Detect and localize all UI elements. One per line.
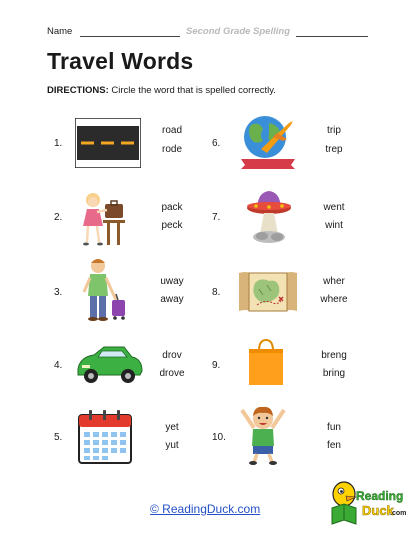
word-choice[interactable]: where (320, 294, 348, 305)
worksheet-subject: Second Grade Spelling (186, 26, 290, 37)
logo-suffix: .com (390, 510, 407, 517)
item-number: 8. (212, 287, 221, 298)
item-number: 10. (212, 432, 226, 443)
word-choice[interactable]: went (323, 202, 345, 213)
word-choice[interactable]: yet (165, 422, 179, 433)
item-number: 3. (54, 287, 63, 298)
word-choice[interactable]: pack (161, 202, 183, 213)
item-number: 6. (212, 138, 221, 149)
green-car-icon (74, 343, 144, 387)
word-choice[interactable]: drov (162, 350, 182, 361)
logo-line2: Duck (362, 503, 394, 518)
flying-saucer-icon (244, 186, 294, 246)
word-choice[interactable]: yut (165, 440, 179, 451)
treasure-map-icon (237, 269, 299, 315)
item-number: 1. (54, 138, 63, 149)
item-number: 7. (212, 212, 221, 223)
word-choice[interactable]: rode (161, 144, 182, 155)
word-choice[interactable]: away (160, 294, 184, 305)
item-number: 4. (54, 360, 63, 371)
word-choice[interactable]: trip (327, 125, 341, 136)
word-choice[interactable]: uway (160, 276, 184, 287)
item-number: 2. (54, 212, 63, 223)
shopping-bag-icon (246, 337, 286, 387)
readingduck-logo (326, 478, 410, 539)
word-choice[interactable]: fen (327, 440, 341, 451)
word-choice[interactable]: wint (325, 220, 343, 231)
directions-text: Circle the word that is spelled correctly. (108, 85, 276, 96)
logo-line1: Reading (356, 489, 404, 503)
globe-airplane-icon (237, 113, 299, 169)
name-field-line[interactable] (80, 36, 180, 37)
word-choice[interactable]: wher (323, 276, 345, 287)
readingduck-link[interactable]: © ReadingDuck.com (150, 502, 261, 516)
directions-label: DIRECTIONS: (47, 85, 109, 96)
word-choice[interactable]: bring (322, 368, 346, 379)
item-number: 5. (54, 432, 63, 443)
word-choice[interactable]: trep (325, 144, 343, 155)
word-choice[interactable]: fun (327, 422, 341, 433)
girl-packing-suitcase-icon (77, 190, 129, 248)
calendar-icon (77, 409, 133, 465)
page-title: Travel Words (47, 48, 194, 74)
directions (47, 85, 276, 96)
word-choice[interactable]: road (161, 125, 182, 136)
road-icon (75, 118, 141, 168)
subject-underline (296, 36, 368, 37)
item-number: 9. (212, 360, 221, 371)
traveler-with-suitcase-icon (78, 256, 130, 324)
word-choice[interactable]: breng (321, 350, 347, 361)
cheering-boy-icon (236, 404, 290, 466)
word-choice[interactable]: peck (161, 220, 183, 231)
name-label: Name (47, 26, 73, 37)
word-choice[interactable]: drove (159, 368, 185, 379)
